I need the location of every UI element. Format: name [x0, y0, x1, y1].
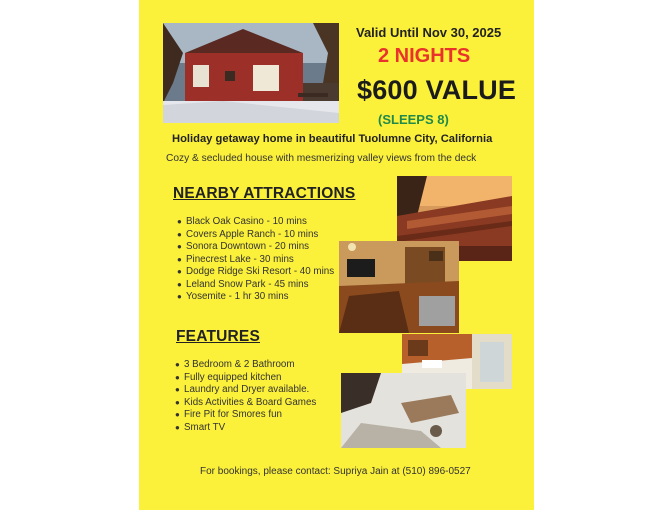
attractions-list — [177, 216, 334, 304]
attractions-heading: NEARBY ATTRACTIONS — [173, 185, 356, 202]
bullet-icon: ● — [177, 267, 182, 276]
bullet-icon: ● — [175, 422, 180, 432]
list-item: ● Sonora Downtown - 20 mins — [177, 241, 310, 252]
bullet-icon: ● — [177, 279, 182, 289]
bullet-icon: ● — [175, 385, 180, 394]
list-item: ● Yosemite - 1 hr 30 mins — [177, 291, 289, 302]
features-heading: FEATURES — [176, 328, 260, 345]
bullet-icon: ● — [175, 397, 180, 407]
value-text: $600 VALUE — [357, 75, 517, 105]
list-item: ● Dodge Ridge Ski Resort - 40 mins — [177, 266, 335, 277]
valid-until-text: Valid Until Nov 30, 2025 — [356, 25, 502, 40]
bullet-icon: ● — [175, 372, 180, 382]
bullet-icon: ● — [175, 360, 180, 369]
fire-pit-photo — [341, 373, 466, 448]
house-exterior-photo — [163, 23, 339, 123]
list-item: ● Kids Activities & Board Games — [175, 396, 317, 408]
list-item: ● Black Oak Casino - 10 mins — [177, 216, 307, 227]
living-room-photo — [339, 241, 459, 333]
list-item: ● Fire Pit for Smores fun — [175, 409, 282, 420]
list-item: ● Smart TV — [175, 421, 226, 433]
bullet-icon: ● — [177, 217, 182, 226]
features-list — [175, 359, 316, 434]
tagline: Holiday getaway home in beautiful Tuolumne City, California — [172, 133, 493, 145]
list-item: ● 3 Bedroom & 2 Bathroom — [175, 359, 295, 370]
list-item: ● Laundry and Dryer available. — [175, 384, 310, 395]
contact-text: For bookings, please contact: Supriya Jain at (510) 896-0527 — [200, 466, 471, 477]
bullet-icon: ● — [177, 229, 182, 239]
bullet-icon: ● — [177, 254, 182, 264]
bullet-icon: ● — [177, 292, 182, 301]
bullet-icon: ● — [175, 410, 180, 419]
list-item: ● Covers Apple Ranch - 10 mins — [177, 228, 319, 240]
nights-text: 2 NIGHTS — [378, 45, 471, 67]
list-item: ● Fully equipped kitchen — [175, 371, 282, 383]
list-item: ● Leland Snow Park - 45 mins — [177, 278, 309, 290]
list-item: ● Pinecrest Lake - 30 mins — [177, 253, 294, 265]
bullet-icon: ● — [177, 242, 182, 251]
flyer — [139, 0, 534, 510]
subline: Cozy & secluded house with mesmerizing valley views from the deck — [166, 153, 477, 164]
sleeps-text: (SLEEPS 8) — [378, 112, 449, 127]
